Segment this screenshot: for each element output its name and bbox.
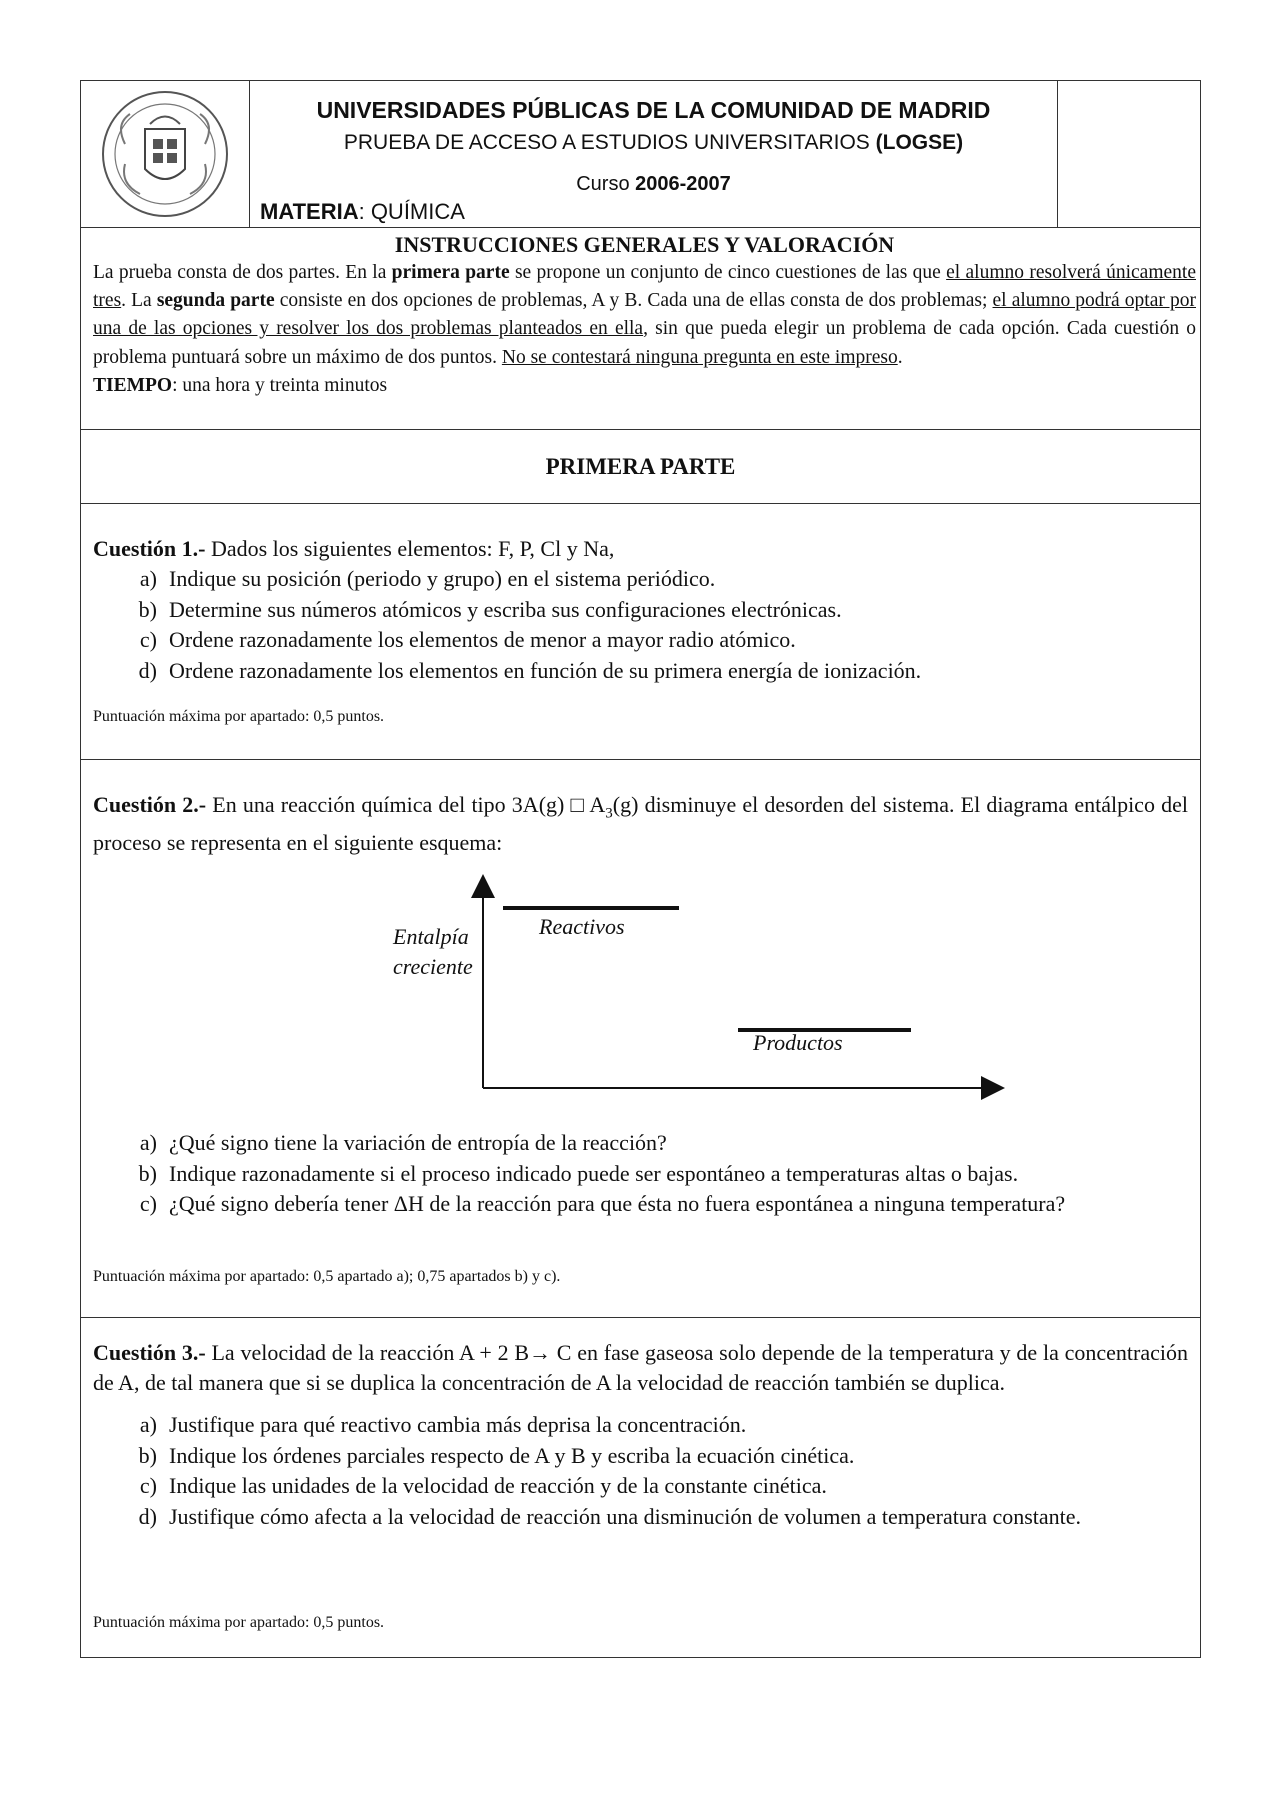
enthalpy-diagram-svg xyxy=(93,858,1193,1128)
exam-page xyxy=(80,80,1201,1658)
question-1-puntuacion: Puntuación máxima por apartado: 0,5 puntos. xyxy=(93,708,385,725)
list-item: c) Ordene razonadamente los elementos de menor a mayor radio atómico. xyxy=(139,627,796,652)
question-1-intro: Cuestión 1.- Dados los siguientes elementos: F, P, Cl y Na, xyxy=(93,536,615,561)
part-title: PRIMERA PARTE xyxy=(80,430,1201,504)
instructions-box xyxy=(80,228,1201,430)
reactivos-label: Reactivos xyxy=(539,914,625,940)
logo-cell xyxy=(81,81,250,227)
list-item: c) ¿Qué signo debería tener ΔH de la reacción para que ésta no fuera espontánea a ninguna temperatura? xyxy=(139,1191,1066,1217)
header-title: UNIVERSIDADES PÚBLICAS DE LA COMUNIDAD DE MADRID xyxy=(316,97,991,123)
university-seal-icon xyxy=(95,84,235,224)
list-item: a) Justifique para qué reactivo cambia más deprisa la concentración. xyxy=(139,1412,747,1437)
question-2-intro: Cuestión 2.- En una reacción química del tipo 3A(g) □ $A_3(g)$ disminuye el desorden del sistema. El diagrama entálpico del proceso se representa en el siguiente esquema: xyxy=(93,792,1188,856)
header-text xyxy=(250,81,1057,227)
list-item: a) ¿Qué signo tiene la variación de entropía de la reacción? xyxy=(139,1130,667,1156)
question-3-intro: Cuestión 3.- La velocidad de la reacción A + 2 B→ C en fase gaseosa solo depende de la temperatura y de la concentración de A, de tal manera que si se duplica la concentración de A la velocidad de reacción también se duplica. xyxy=(93,1340,1188,1395)
instructions-tiempo: TIEMPO: una hora y treinta minutos xyxy=(93,374,388,396)
list-item: c) Indique las unidades de la velocidad de reacción y de la constante cinética. xyxy=(139,1473,827,1498)
list-item: b) Indique los órdenes parciales respecto de A y B y escriba la ecuación cinética. xyxy=(138,1442,855,1468)
enthalpy-diagram xyxy=(93,858,1188,1128)
header-subtitle: PRUEBA DE ACCESO A ESTUDIOS UNIVERSITARIOS (LOGSE) xyxy=(343,131,964,154)
instructions-heading: INSTRUCCIONES GENERALES Y VALORACIÓN xyxy=(394,232,895,257)
list-item: b) Indique razonadamente si el proceso indicado puede ser espontáneo a temperaturas altas o bajas. xyxy=(138,1160,1019,1186)
question-1-items xyxy=(93,564,1188,686)
question-1 xyxy=(80,504,1201,760)
exam-header xyxy=(80,80,1201,228)
ylabel-line1: Entalpía xyxy=(393,924,469,950)
question-2-items xyxy=(93,1128,1188,1220)
arrow-glyph: □ xyxy=(570,792,585,817)
list-item: d) Ordene razonadamente los elementos en función de su primera energía de ionización. xyxy=(138,657,922,683)
question-3 xyxy=(80,1318,1201,1658)
list-item: a) Indique su posición (periodo y grupo) en el sistema periódico. xyxy=(139,566,716,591)
header-materia: MATERIA: QUÍMICA xyxy=(260,199,465,224)
list-item: d) Justifique cómo afecta a la velocidad de reacción una disminución de volumen a temperatura constante. xyxy=(138,1503,1082,1529)
question-3-items xyxy=(93,1410,1188,1532)
instructions-text: La prueba consta de dos partes. En la primera parte se propone un conjunto de cinco cuestiones de las que el alumno resolverá únicamente tres. La segunda parte consiste en dos opciones de problemas, A y B. Cada una de ellas consta de dos problemas; el alumno podrá optar por una de las opciones y resolver los dos problemas planteados en ella, sin que pueda elegir un problema de cada opción. Cada cuestión o problema puntuará sobre un máximo de dos puntos. No se contestará ninguna pregunta en este impreso. xyxy=(93,262,1196,368)
question-2 xyxy=(80,760,1201,1318)
ylabel-line2: creciente xyxy=(393,954,473,980)
productos-label: Productos xyxy=(753,1030,843,1056)
list-item: b) Determine sus números atómicos y escriba sus configuraciones electrónicas. xyxy=(138,596,842,622)
question-3-puntuacion: Puntuación máxima por apartado: 0,5 puntos. xyxy=(93,1614,385,1631)
header-right-cell xyxy=(1057,81,1200,227)
header-curso: Curso 2006-2007 xyxy=(576,173,731,195)
question-2-puntuacion: Puntuación máxima por apartado: 0,5 apartado a); 0,75 apartados b) y c). xyxy=(93,1268,561,1285)
